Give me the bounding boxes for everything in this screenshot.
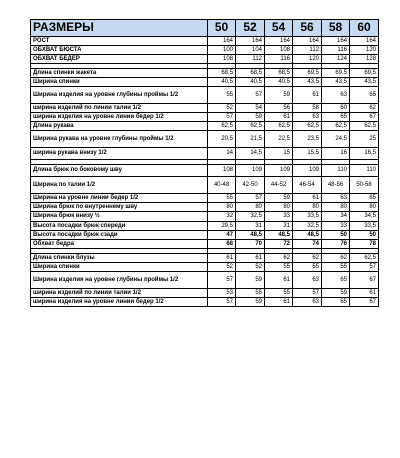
- measurement-label: Ширина брюк внизу ½: [31, 212, 208, 222]
- measurement-label: Ширина изделия на уровне глубины проймы 1/2: [31, 87, 208, 104]
- measurement-row: [31, 113, 379, 122]
- size-60: 60: [350, 20, 379, 37]
- measurement-value: 109: [265, 165, 293, 177]
- size-52: 52: [236, 20, 265, 37]
- measurement-value: 20,5: [208, 131, 236, 148]
- measurement-row: [31, 231, 379, 240]
- measurement-value: 80: [208, 203, 236, 212]
- measurement-value: 63: [293, 272, 322, 289]
- measurement-value: 32: [208, 212, 236, 222]
- measurement-value: 40,5: [208, 78, 236, 87]
- measurement-value: 61: [265, 113, 293, 122]
- measurement-value: 110: [350, 165, 379, 177]
- measurement-row: [31, 263, 379, 272]
- measurement-value: 62,5: [293, 122, 322, 131]
- measurement-value: 50: [350, 231, 379, 240]
- measurement-value: 57: [208, 113, 236, 122]
- measurement-value: 24,5: [322, 131, 350, 148]
- measurement-value: 70: [236, 240, 265, 249]
- measurement-value: 108: [208, 55, 236, 64]
- measurement-value: 40,5: [236, 78, 265, 87]
- measurement-value: 61: [208, 254, 236, 263]
- measurement-label: Ширина на уровне линии бедер 1/2: [31, 194, 208, 203]
- measurement-value: 47: [208, 231, 236, 240]
- measurement-value: 43,5: [293, 78, 322, 87]
- measurement-row: [31, 131, 379, 148]
- measurement-value: 25: [350, 131, 379, 148]
- measurement-value: 16,5: [350, 148, 379, 160]
- measurement-value: 62: [322, 254, 350, 263]
- header-label: РАЗМЕРЫ: [31, 20, 208, 37]
- measurement-value: 58: [293, 104, 322, 113]
- measurement-row: [31, 254, 379, 263]
- measurement-label: Высота посадки брюк сзади: [31, 231, 208, 240]
- measurement-label: ширина изделий по линии талии 1/2: [31, 289, 208, 298]
- measurement-label: Ширина изделия на уровне глубины проймы 1/2: [31, 272, 208, 289]
- measurement-value: 112: [293, 46, 322, 55]
- measurement-value: 128: [350, 55, 379, 64]
- measurement-label: Ширина рукава на уровне глубины проймы 1/2: [31, 131, 208, 148]
- measurement-value: 32,5: [236, 212, 265, 222]
- measurement-value: 63: [293, 298, 322, 307]
- measurement-value: 31: [236, 222, 265, 231]
- measurement-value: 61: [293, 87, 322, 104]
- measurement-row: [31, 203, 379, 212]
- measurement-value: 62,5: [350, 122, 379, 131]
- measurement-label: Ширина спинки: [31, 263, 208, 272]
- measurement-row: [31, 177, 379, 194]
- measurement-value: 57: [350, 263, 379, 272]
- measurement-value: 32,5: [293, 222, 322, 231]
- measurement-label: Ширина спинки: [31, 78, 208, 87]
- measurement-value: 42-50: [236, 177, 265, 194]
- measurement-value: 22,5: [265, 131, 293, 148]
- measurement-value: 48,5: [293, 231, 322, 240]
- measurement-value: 15: [265, 148, 293, 160]
- measurement-row: [31, 37, 379, 46]
- measurement-value: 80: [322, 203, 350, 212]
- measurement-value: 76: [322, 240, 350, 249]
- measurement-value: 55: [293, 263, 322, 272]
- measurement-value: 62: [265, 254, 293, 263]
- measurement-value: 15,5: [293, 148, 322, 160]
- measurement-row: [31, 55, 379, 64]
- measurement-value: 21,5: [236, 131, 265, 148]
- measurement-value: 65: [350, 87, 379, 104]
- measurement-value: 40-48: [208, 177, 236, 194]
- measurement-row: [31, 87, 379, 104]
- header-row: [31, 20, 379, 37]
- measurement-value: 109: [293, 165, 322, 177]
- measurement-value: 63: [322, 87, 350, 104]
- measurement-value: 68,5: [208, 69, 236, 78]
- measurement-label: Длина брюк по боковому шву: [31, 165, 208, 177]
- measurement-row: [31, 148, 379, 160]
- measurement-label: Ширина по талии 1/2: [31, 177, 208, 194]
- measurement-value: 48,5: [265, 231, 293, 240]
- measurement-row: [31, 46, 379, 55]
- measurement-value: 80: [265, 203, 293, 212]
- measurement-value: 43,5: [350, 78, 379, 87]
- measurement-value: 68,5: [265, 69, 293, 78]
- measurement-value: 33,5: [293, 212, 322, 222]
- measurement-value: 164: [236, 37, 265, 46]
- measurement-value: 57: [293, 289, 322, 298]
- measurement-value: 55: [265, 289, 293, 298]
- measurement-value: 14: [208, 148, 236, 160]
- measurement-row: [31, 122, 379, 131]
- measurement-label: Длина рукава: [31, 122, 208, 131]
- measurement-value: 50-58: [350, 177, 379, 194]
- size-56: 56: [293, 20, 322, 37]
- measurement-value: 59: [322, 289, 350, 298]
- measurement-value: 62,5: [322, 122, 350, 131]
- measurement-value: 57: [236, 194, 265, 203]
- measurement-value: 59: [265, 87, 293, 104]
- measurement-value: 54: [236, 104, 265, 113]
- measurement-value: 53: [208, 289, 236, 298]
- measurement-value: 46-54: [293, 177, 322, 194]
- measurement-label: Обхват бедра: [31, 240, 208, 249]
- measurement-value: 55: [265, 263, 293, 272]
- measurement-value: 74: [293, 240, 322, 249]
- measurement-value: 120: [350, 46, 379, 55]
- measurement-row: [31, 298, 379, 307]
- measurement-value: 62,5: [350, 254, 379, 263]
- measurement-value: 63: [322, 194, 350, 203]
- measurement-value: 116: [265, 55, 293, 64]
- size-58: 58: [322, 20, 350, 37]
- measurement-value: 55: [208, 194, 236, 203]
- measurement-row: [31, 78, 379, 87]
- measurement-value: 124: [322, 55, 350, 64]
- measurement-value: 56: [265, 104, 293, 113]
- measurement-value: 60: [322, 104, 350, 113]
- measurement-value: 108: [208, 165, 236, 177]
- measurement-value: 29,5: [208, 222, 236, 231]
- measurement-value: 61: [236, 254, 265, 263]
- size-54: 54: [265, 20, 293, 37]
- measurement-value: 59: [236, 298, 265, 307]
- measurement-value: 33,5: [350, 222, 379, 231]
- measurement-value: 164: [265, 37, 293, 46]
- measurement-label: ширина изделия на уровне линии бедер 1/2: [31, 298, 208, 307]
- measurement-value: 67: [350, 113, 379, 122]
- measurement-value: 65: [322, 113, 350, 122]
- measurement-value: 108: [265, 46, 293, 55]
- measurement-value: 69,5: [350, 69, 379, 78]
- measurement-row: [31, 222, 379, 231]
- measurement-label: ОБХВАТ БЕДЕР: [31, 55, 208, 64]
- measurement-label: Длина спинки блузы: [31, 254, 208, 263]
- measurement-row: [31, 240, 379, 249]
- measurement-value: 65: [322, 298, 350, 307]
- measurement-value: 48-56: [322, 177, 350, 194]
- measurement-row: [31, 69, 379, 78]
- measurement-value: 120: [293, 55, 322, 64]
- measurement-value: 50: [322, 231, 350, 240]
- measurement-value: 55: [208, 87, 236, 104]
- measurement-value: 16: [322, 148, 350, 160]
- measurement-value: 48,5: [236, 231, 265, 240]
- measurement-value: 34,5: [350, 212, 379, 222]
- measurement-label: ширина изделий по линии талии 1/2: [31, 104, 208, 113]
- measurement-value: 31: [265, 222, 293, 231]
- measurement-value: 80: [236, 203, 265, 212]
- measurement-value: 112: [236, 55, 265, 64]
- measurement-value: 69,5: [293, 69, 322, 78]
- measurement-value: 100: [208, 46, 236, 55]
- measurement-label: Высота посадки брюк спереди: [31, 222, 208, 231]
- measurement-value: 61: [265, 298, 293, 307]
- measurement-label: Длина спинки жакета: [31, 69, 208, 78]
- measurement-value: 52: [208, 263, 236, 272]
- measurement-value: 109: [236, 165, 265, 177]
- measurement-value: 62: [293, 254, 322, 263]
- measurement-value: 104: [236, 46, 265, 55]
- measurement-value: 62: [350, 104, 379, 113]
- size-chart-table: [30, 19, 379, 307]
- measurement-value: 69,5: [322, 69, 350, 78]
- measurement-value: 62,5: [208, 122, 236, 131]
- measurement-row: [31, 194, 379, 203]
- measurement-value: 57: [208, 272, 236, 289]
- measurement-value: 33: [322, 222, 350, 231]
- measurement-value: 34: [322, 212, 350, 222]
- measurement-value: 67: [350, 272, 379, 289]
- measurement-value: 61: [293, 194, 322, 203]
- measurement-value: 63: [293, 113, 322, 122]
- measurement-value: 43,5: [322, 78, 350, 87]
- measurement-value: 80: [350, 203, 379, 212]
- measurement-value: 57: [208, 298, 236, 307]
- measurement-value: 164: [350, 37, 379, 46]
- measurement-value: 68,5: [236, 69, 265, 78]
- measurement-value: 164: [322, 37, 350, 46]
- measurement-label: ширина рукава внизу 1/2: [31, 148, 208, 160]
- measurement-row: [31, 165, 379, 177]
- measurement-value: 57: [236, 87, 265, 104]
- measurement-label: ширина изделия на уровне линии бедер 1/2: [31, 113, 208, 122]
- measurement-value: 55: [236, 289, 265, 298]
- measurement-value: 116: [322, 46, 350, 55]
- measurement-value: 68: [208, 240, 236, 249]
- measurement-value: 65: [322, 272, 350, 289]
- measurement-value: 59: [236, 272, 265, 289]
- measurement-value: 52: [208, 104, 236, 113]
- measurement-value: 67: [350, 298, 379, 307]
- measurement-value: 72: [265, 240, 293, 249]
- measurement-value: 14,5: [236, 148, 265, 160]
- measurement-value: 59: [265, 194, 293, 203]
- measurement-value: 110: [322, 165, 350, 177]
- measurement-value: 164: [208, 37, 236, 46]
- measurement-value: 78: [350, 240, 379, 249]
- measurement-value: 62,5: [236, 122, 265, 131]
- measurement-value: 164: [293, 37, 322, 46]
- measurement-value: 80: [293, 203, 322, 212]
- measurement-value: 44-52: [265, 177, 293, 194]
- measurement-value: 61: [265, 272, 293, 289]
- measurement-label: Ширина брюк по внутреннему шву: [31, 203, 208, 212]
- measurement-value: 65: [350, 194, 379, 203]
- measurement-value: 23,5: [293, 131, 322, 148]
- measurement-row: [31, 272, 379, 289]
- measurement-label: ОБХВАТ БЮСТА: [31, 46, 208, 55]
- measurement-value: 52: [236, 263, 265, 272]
- measurement-value: 55: [322, 263, 350, 272]
- measurement-value: 62,5: [265, 122, 293, 131]
- size-50: 50: [208, 20, 236, 37]
- measurement-label: РОСТ: [31, 37, 208, 46]
- measurement-value: 40,5: [265, 78, 293, 87]
- measurement-value: 61: [350, 289, 379, 298]
- measurement-value: 59: [236, 113, 265, 122]
- measurement-row: [31, 212, 379, 222]
- measurement-row: [31, 104, 379, 113]
- measurement-row: [31, 289, 379, 298]
- measurement-value: 33: [265, 212, 293, 222]
